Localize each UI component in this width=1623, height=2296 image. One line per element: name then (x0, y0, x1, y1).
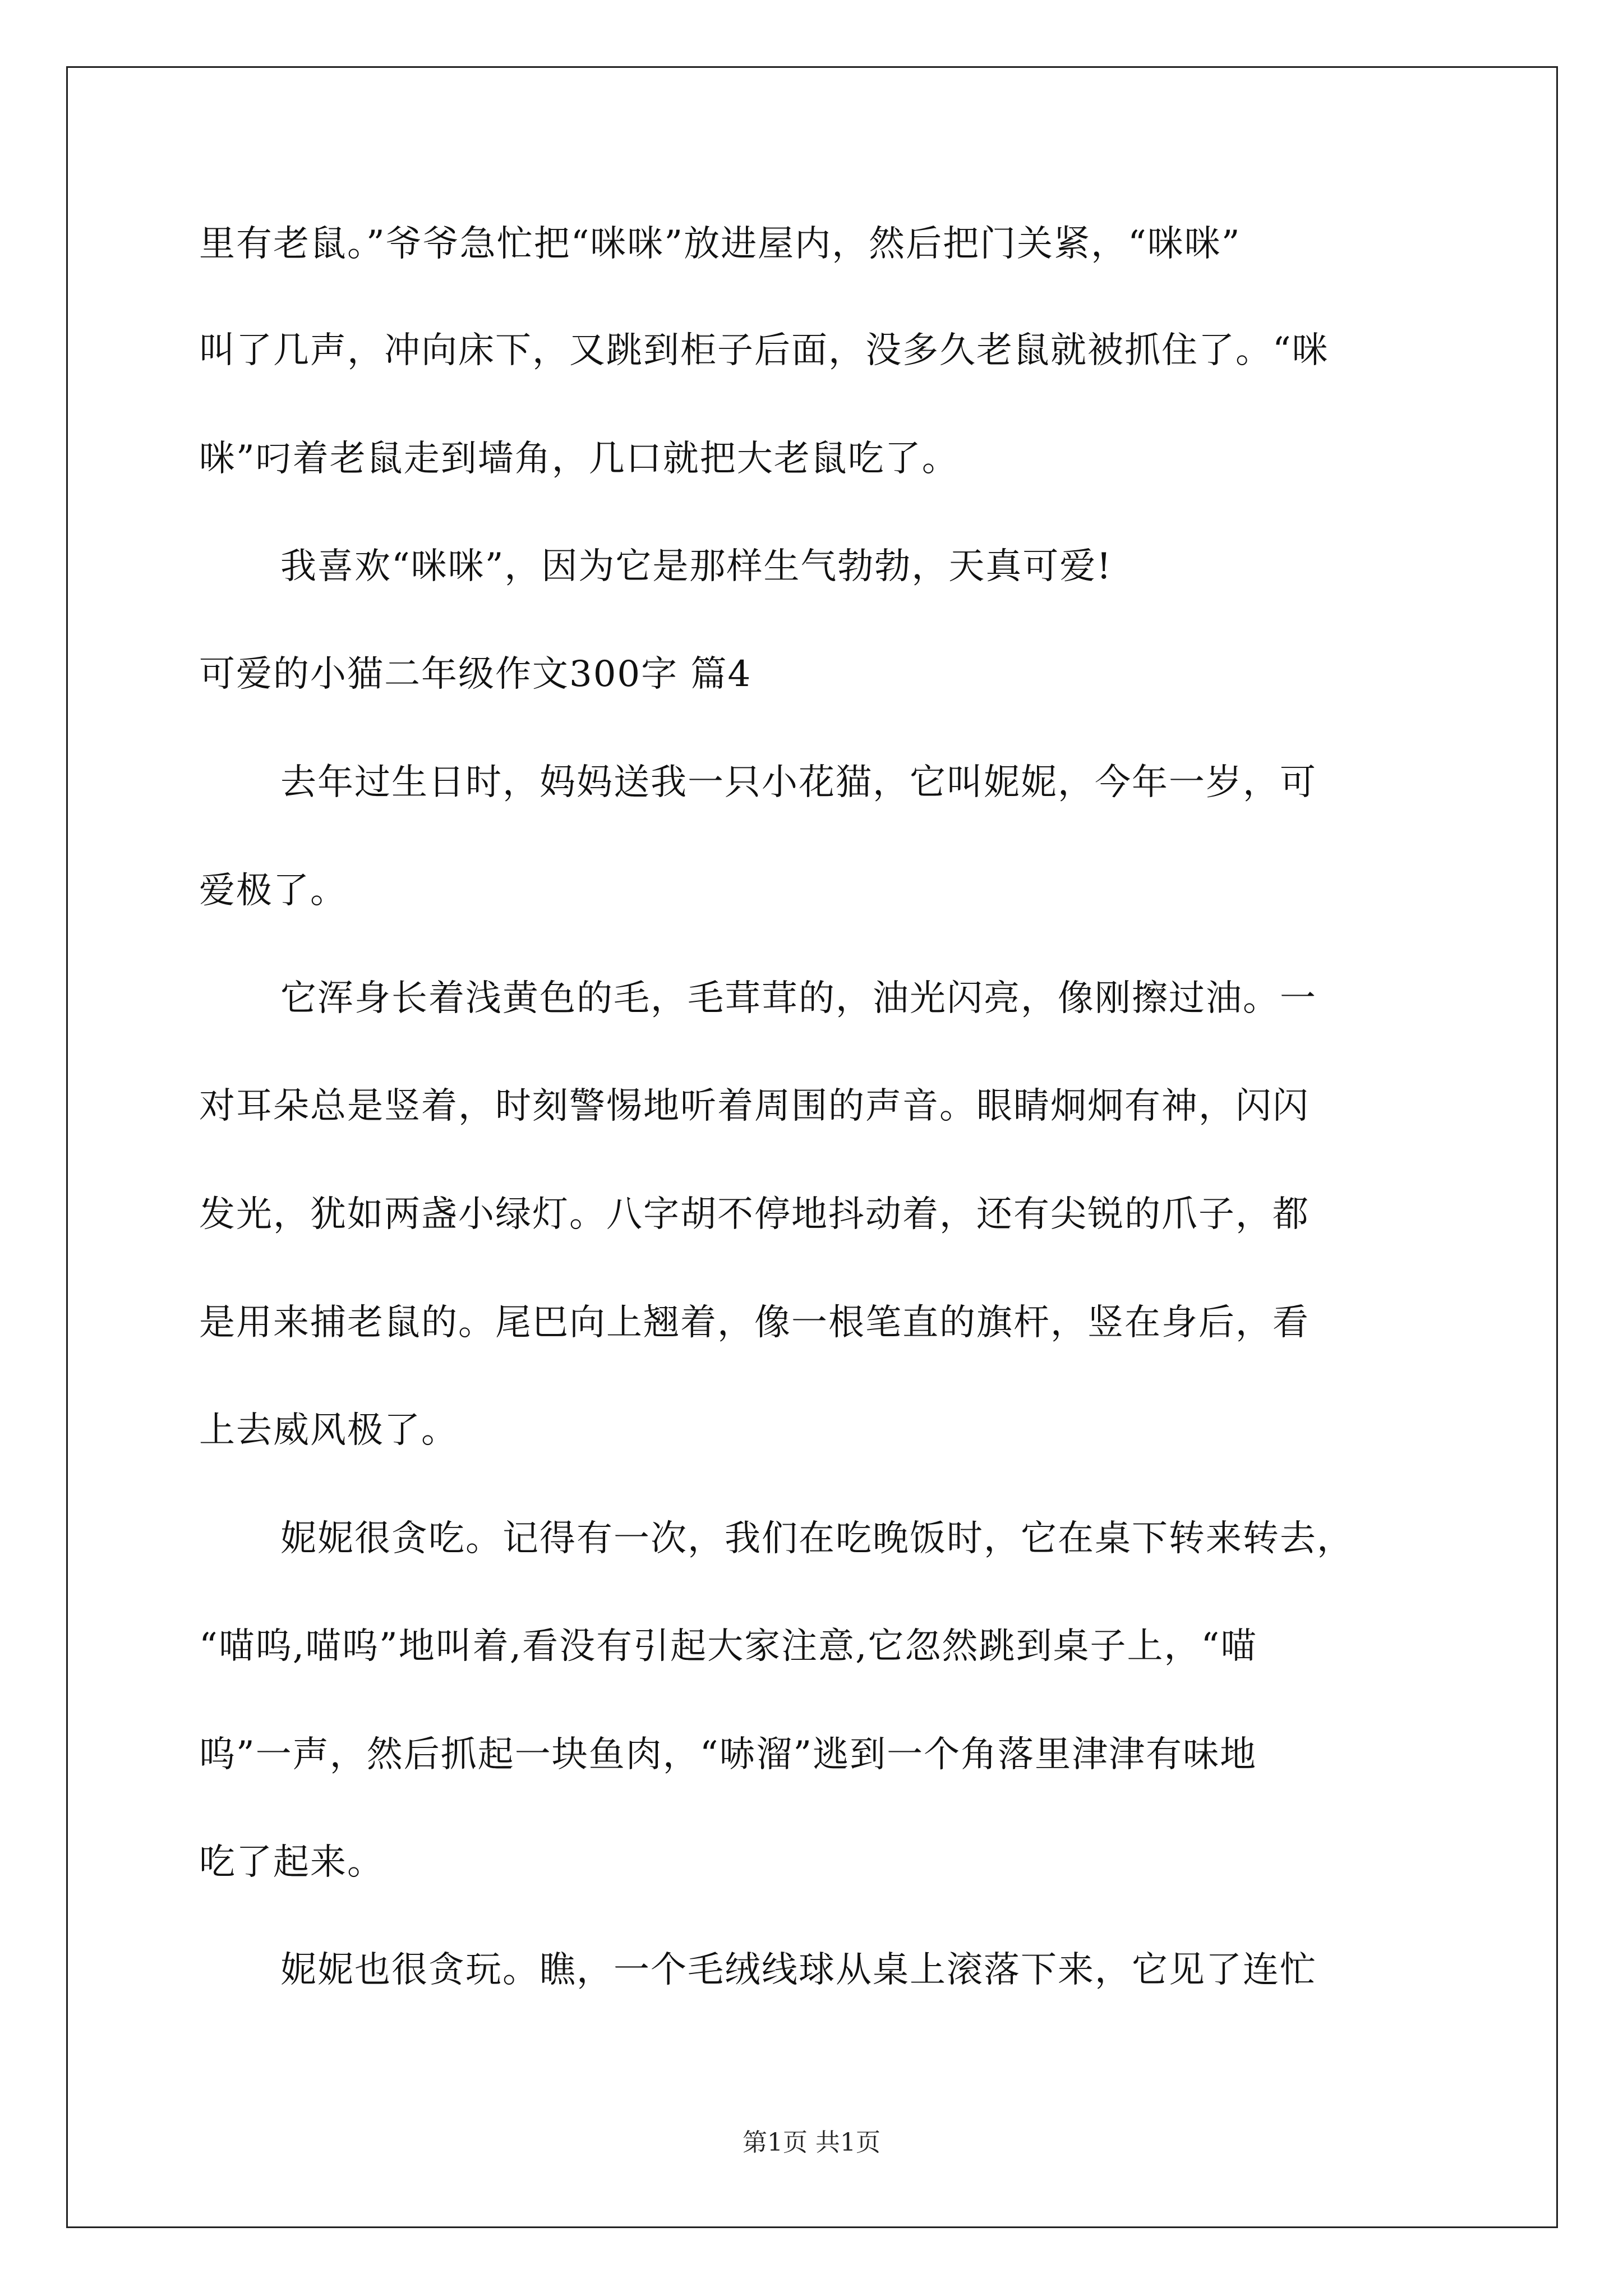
text-line: 是用来捕老鼠的。尾巴向上翘着，像一根笔直的旗杆，竖在身后，看 (199, 1302, 1310, 1343)
text-line: 去年过生日时，妈妈送我一只小花猫，它叫妮妮，今年一岁，可 (280, 762, 1317, 803)
text-line: 妮妮很贪吃。记得有一次，我们在吃晚饭时，它在桌下转来转去， (280, 1518, 1354, 1559)
text-line: “喵呜,喵呜”地叫着,看没有引起大家注意,它忽然跳到桌子上，“喵 (199, 1626, 1258, 1667)
text-line: 妮妮也很贪玩。瞧，一个毛绒线球从桌上滚落下来，它见了连忙 (280, 1949, 1317, 1991)
text-line: 叫了几声，冲向床下，又跳到柜子后面，没多久老鼠就被抓住了。“咪 (199, 330, 1329, 371)
text-line: 它浑身长着浅黄色的毛，毛茸茸的，油光闪亮，像刚擦过油。一 (280, 978, 1317, 1019)
text-line: 爱极了。 (199, 870, 347, 912)
text-line: 上去威风极了。 (199, 1410, 458, 1451)
section-heading: 可爱的小猫二年级作文300字 篇4 (199, 654, 752, 695)
page-border (66, 66, 1558, 2228)
text-line: 呜”一声，然后抓起一块鱼肉，“哧溜”逃到一个角落里津津有味地 (199, 1734, 1257, 1775)
page-footer: 第1页 共1页 (743, 2128, 880, 2157)
text-line: 我喜欢“咪咪”，因为它是那样生气勃勃，天真可爱! (280, 546, 1113, 587)
text-line: 里有老鼠。”爷爷急忙把“咪咪”放进屋内，然后把门关紧，“咪咪” (199, 223, 1241, 265)
text-line: 吃了起来。 (199, 1842, 384, 1883)
text-line: 咪”叼着老鼠走到墙角，几口就把大老鼠吃了。 (199, 438, 959, 480)
text-line: 发光，犹如两盏小绿灯。八字胡不停地抖动着，还有尖锐的爪子，都 (199, 1194, 1310, 1235)
text-line: 对耳朵总是竖着，时刻警惕地听着周围的声音。眼睛炯炯有神，闪闪 (199, 1085, 1310, 1127)
